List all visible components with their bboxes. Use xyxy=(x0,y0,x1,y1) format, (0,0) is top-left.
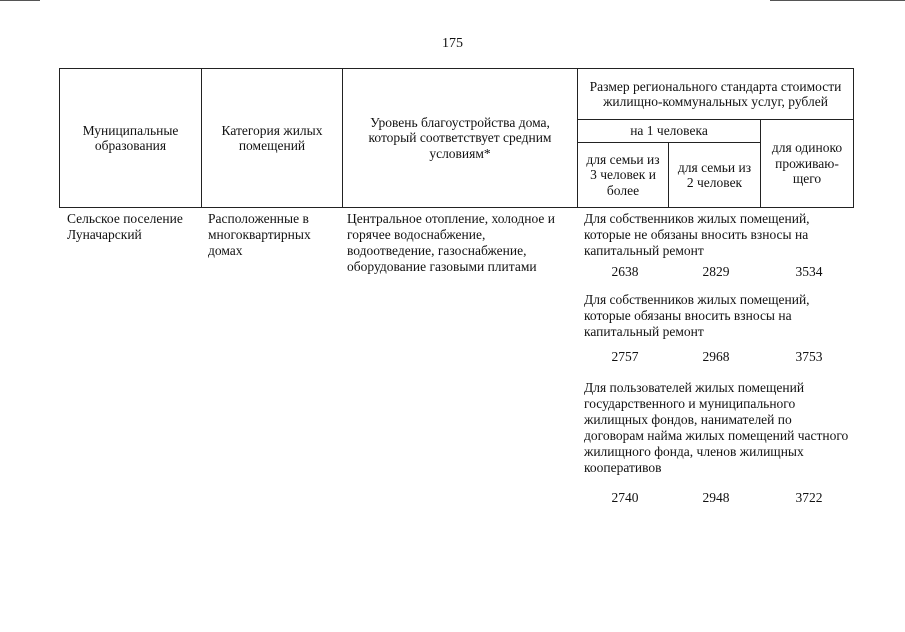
header-family-3 xyxy=(577,142,669,208)
scan-edge-line-right xyxy=(770,0,905,1)
group-1-value-family-3: 2638 xyxy=(611,264,639,279)
group-3-value-single: 3722 xyxy=(795,490,823,505)
header-family-3-text: для семьи из 3 человек и более xyxy=(586,151,660,198)
header-family-2 xyxy=(668,142,761,208)
header-single-resident-text: для одиноко проживаю-щего xyxy=(771,140,843,187)
cell-category: Расположенные в многоквартирных домах xyxy=(208,211,311,258)
header-municipality xyxy=(59,68,202,208)
header-per-person xyxy=(577,119,761,143)
group-3-value-family-2: 2948 xyxy=(702,490,730,505)
group-2-label: Для собственников жилых помещений, которые обязаны вносить взносы на капитальный ремонт xyxy=(584,292,810,339)
cell-municipality: Сельское поселение Луначарский xyxy=(67,211,183,242)
header-amenities-text: Уровень благоустройства дома, который соответствует средним условиям* xyxy=(368,114,552,161)
page-number: 175 xyxy=(442,36,463,51)
header-single-resident xyxy=(760,119,854,208)
header-per-person-text: на 1 человека xyxy=(630,123,708,139)
cell-amenities: Центральное отопление, холодное и горячее водоснабжение, водоотведение, газоснабжение, оборудование газовыми плитами xyxy=(347,211,555,274)
group-2-value-single: 3753 xyxy=(795,349,823,364)
group-3-label: Для пользователей жилых помещений государственного и муниципального жилищных фондов, нанимателей по договорам найма жилых помещений частного жилищного фонда, членов жилищных кооперативов xyxy=(584,380,849,475)
header-family-2-text: для семьи из 2 человек xyxy=(677,159,752,190)
group-2-value-family-2: 2968 xyxy=(702,349,730,364)
group-3-value-family-3: 2740 xyxy=(611,490,639,505)
header-amenities xyxy=(342,68,578,208)
group-1-value-family-2: 2829 xyxy=(702,264,730,279)
header-category xyxy=(201,68,343,208)
header-municipality-text: Муниципальные образования xyxy=(82,122,179,153)
header-regional-standard-text: Размер регионального стандарта стоимости жилищно-коммунальных услуг, рублей xyxy=(589,78,842,109)
header-category-text: Категория жилых помещений xyxy=(221,122,323,153)
scan-edge-line-left xyxy=(0,0,40,1)
group-2-value-family-3: 2757 xyxy=(611,349,639,364)
header-regional-standard xyxy=(577,68,854,120)
group-1-label: Для собственников жилых помещений, которые не обязаны вносить взносы на капитальный ремонт xyxy=(584,211,810,258)
group-1-value-single: 3534 xyxy=(795,264,823,279)
